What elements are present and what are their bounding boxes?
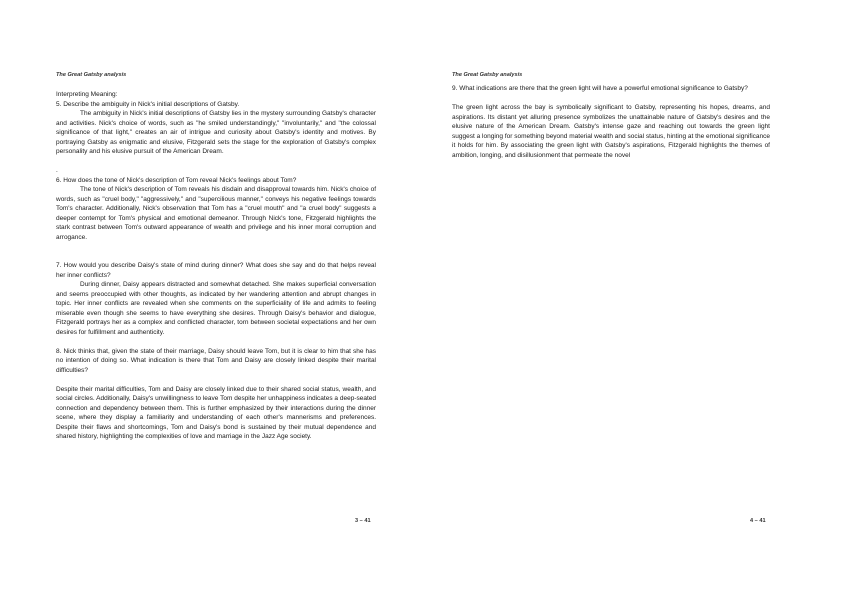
answer-7: During dinner, Daisy appears distracted and somewhat detached. She makes superficial conversation and seems preoccupied with other thoughts, as indicated by her wandering attention and abrupt changes in topic. Her inner conflicts are revealed when she comments on the superficiality of life and admits to feeling miserable even though she seems to have everything she desires. Through Daisy's behavior and dialogue, Fitzgerald portrays her as a complex and conflicted character, torn between societal expectations and her own desires for fulfillment and authenticity. bbox=[56, 281, 376, 336]
right-page bbox=[424, 0, 848, 599]
page-body bbox=[56, 90, 376, 442]
question-5: 5. Describe the ambiguity in Nick's initial descriptions of Gatsby. bbox=[56, 100, 240, 108]
running-header: The Great Gatsby analysis bbox=[452, 72, 523, 78]
question-8: 8. Nick thinks that, given the state of their marriage, Daisy should leave Tom, but it is clear to him that she has no intention of doing so. What indication is there that Tom and Daisy are closely linked despite their marital difficulties? bbox=[56, 347, 376, 374]
page-body bbox=[452, 84, 770, 160]
answer-8: Despite their marital difficulties, Tom and Daisy are closely linked due to their shared social status, wealth, and social circles. Additionally, Daisy's unwillingness to leave Tom despite her unhappiness indicates a deep-seated connection and dependency between them. This is further emphasized by their interactions during the dinner scene, where they display a familiarity and understanding of each other's mannerisms and preferences. Despite their flaws and shortcomings, Tom and Daisy's bond is sustained by their mutual dependence and shared history, highlighting the complexities of love and marriage in the Jazz Age society. bbox=[56, 385, 376, 440]
section-title: Interpreting Meaning: bbox=[56, 91, 118, 98]
running-header: The Great Gatsby analysis bbox=[56, 72, 127, 78]
question-7: 7. How would you describe Daisy's state of mind during dinner? What does she say and do that helps reveal her inner conflicts? bbox=[56, 262, 376, 279]
page-number: 4 – 41 bbox=[750, 518, 766, 524]
stray-period: . bbox=[56, 167, 58, 174]
question-9: 9. What indications are there that the green light will have a powerful emotional significance to Gatsby? bbox=[452, 85, 748, 92]
answer-5: The ambiguity in Nick's initial descriptions of Gatsby lies in the mystery surrounding Gatsby's character and activities. Nick's choice of words, such as "he smiled understandingly," "involuntarily," and "the colossal significance of that light," creates an air of intrigue and curiosity about Gatsby's identity and motives. By portraying Gatsby as enigmatic and elusive, Fitzgerald sets the stage for the exploration of Gatsby's complex personality and his elusive pursuit of the American Dream. bbox=[56, 110, 376, 155]
question-6: 6. How does the tone of Nick's description of Tom reveal Nick's feelings about Tom? bbox=[56, 176, 297, 184]
page-number: 3 – 41 bbox=[355, 518, 371, 524]
answer-6: The tone of Nick's description of Tom reveals his disdain and disapproval towards him. Nick's choice of words, such as "cruel body," "aggressively," and "supercilious manner," conveys his negative feelings towards Tom's character. Additionally, Nick's observation that Tom has a "cruel mouth" and "a cruel body" suggests a deeper contempt for Tom's physical and emotional demeanor. Through Nick's tone, Fitzgerald highlights the stark contrast between Tom's outward appearance of wealth and privilege and his inner moral corruption and arrogance. bbox=[56, 186, 376, 241]
answer-9: The green light across the bay is symbolically significant to Gatsby, representing his hopes, dreams, and aspirations. Its distant yet alluring presence symbolizes the unattainable nature of Gatsby's desires and the elusive nature of the American Dream. Gatsby's intense gaze and reaching out towards the green light suggest a longing for something beyond material wealth and social status, hinting at the emotional significance it holds for him. By associating the green light with Gatsby's aspirations, Fitzgerald highlights the themes of ambition, longing, and disillusionment that permeate the novel bbox=[452, 104, 770, 159]
